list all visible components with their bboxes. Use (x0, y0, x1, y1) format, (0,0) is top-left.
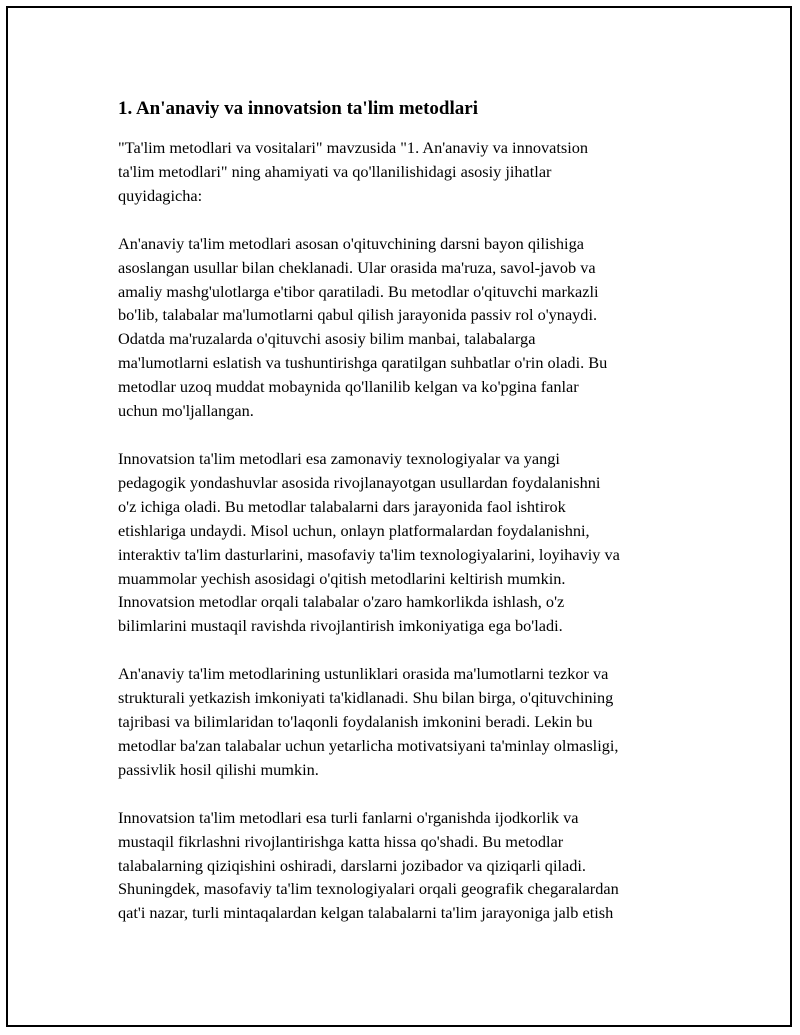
paragraph (118, 447, 703, 638)
text-line: pedagogik yondashuvlar asosida rivojlanayotgan usullardan foydalanishni (118, 472, 601, 492)
paragraph (118, 232, 703, 423)
text-line: qat'i nazar, turli mintaqalardan kelgan talabalarni ta'lim jarayoniga jalb etish (118, 903, 614, 923)
text-line: amaliy mashg'ulotlarga e'tibor qaratiladi. Bu metodlar o'qituvchi markazli (118, 281, 599, 301)
text-line: Odatda ma'ruzalarda o'qituvchi asosiy bilim manbai, talabalarga (118, 329, 536, 349)
text-line: ma'lumotlarni eslatish va tushuntirishga qaratilgan suhbatlar o'rin oladi. Bu (118, 353, 608, 373)
text-line: mustaqil fikrlashni rivojlantirishga katta hissa qo'shadi. Bu metodlar (118, 831, 564, 851)
paragraph-list (118, 136, 703, 925)
document-page (6, 6, 792, 1027)
text-line: Innovatsion metodlar orqali talabalar o'zaro hamkorlikda ishlash, o'z (118, 592, 565, 612)
text-line: interaktiv ta'lim dasturlarini, masofaviy ta'lim texnologiyalarini, loyihaviy va (118, 544, 620, 564)
text-line: Innovatsion ta'lim metodlari esa turli fanlarni o'rganishda ijodkorlik va (118, 807, 579, 827)
text-line: strukturali yetkazish imkoniyati ta'kidlanadi. Shu bilan birga, o'qituvchining (118, 688, 614, 708)
text-line: etishlariga undaydi. Misol uchun, onlayn platformalardan foydalanishni, (118, 520, 590, 540)
section-title: 1. An'anaviy va innovatsion ta'lim metodlari (118, 98, 478, 119)
text-line: An'anaviy ta'lim metodlari asosan o'qituvchining darsni bayon qilishiga (118, 233, 584, 253)
text-line: passivlik hosil qilishi mumkin. (118, 759, 319, 779)
text-line: Innovatsion ta'lim metodlari esa zamonaviy texnologiyalar va yangi (118, 448, 560, 468)
document-content (118, 97, 703, 949)
text-line: bo'lib, talabalar ma'lumotlarni qabul qilish jarayonida passiv rol o'ynaydi. (118, 305, 598, 325)
text-line: asoslangan usullar bilan cheklanadi. Ular orasida ma'ruza, savol-javob va (118, 257, 596, 277)
text-line: uchun mo'ljallangan. (118, 401, 254, 421)
text-line: talabalarning qiziqishini oshiradi, darslarni jozibador va qiziqarli qiladi. (118, 855, 586, 875)
text-line: metodlar ba'zan talabalar uchun yetarlicha motivatsiyani ta'minlay olmasligi, (118, 735, 619, 755)
text-line: o'z ichiga oladi. Bu metodlar talabalarni dars jarayonida faol ishtirok (118, 496, 566, 516)
paragraph (118, 136, 703, 208)
text-line: bilimlarini mustaqil ravishda rivojlantirish imkoniyatiga ega bo'ladi. (118, 616, 563, 636)
text-line: "Ta'lim metodlari va vositalari" mavzusida "1. An'anaviy va innovatsion (118, 138, 589, 157)
text-line: An'anaviy ta'lim metodlarining ustunliklari orasida ma'lumotlarni tezkor va (118, 664, 609, 684)
text-line: ta'lim metodlari" ning ahamiyati va qo'llanilishidagi asosiy jihatlar (118, 161, 552, 181)
text-line: metodlar uzoq muddat mobaynida qo'llanilib kelgan va ko'pgina fanlar (118, 377, 579, 397)
text-line: Shuningdek, masofaviy ta'lim texnologiyalari orqali geografik chegaralardan (118, 879, 619, 899)
text-line: muammolar yechish asosidagi o'qitish metodlarini keltirish mumkin. (118, 568, 566, 588)
text-line: tajribasi va bilimlaridan to'laqonli foydalanish imkonini beradi. Lekin bu (118, 712, 593, 732)
paragraph (118, 806, 703, 926)
text-line: quyidagicha: (118, 185, 203, 205)
paragraph (118, 662, 703, 782)
